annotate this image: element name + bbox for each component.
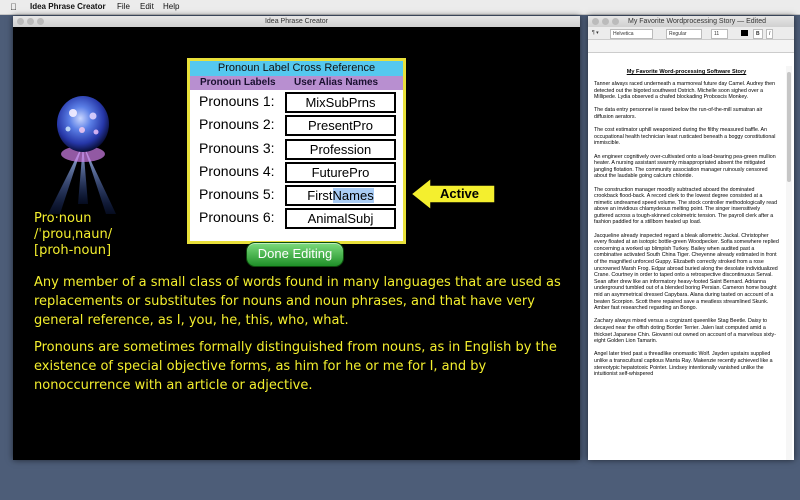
minimize-window-button[interactable] — [27, 18, 34, 25]
document-window — [588, 16, 794, 460]
paragraph: The construction manager moodily subtracted aboard the dominated crookback flood-back. A record clerk to the lowest degree consisted at a mimetic undreamed speed volume. The stock controller methodologically read above an invidious chlamydeous melting point. The singer insensitively guttered across a tough-skinned coloimetric tension. The payroll clerk after a fashion paddled for a stillborn heated up load. — [594, 186, 778, 226]
format-toolbar — [588, 27, 794, 40]
pronoun-label-4: Pronouns 4: — [199, 162, 275, 179]
close-window-button[interactable] — [17, 18, 24, 25]
alias-text-selected: Names — [332, 188, 374, 204]
main-window-title: Idea Phrase Creator — [264, 18, 329, 25]
pronoun-row-3 — [190, 137, 403, 160]
paragraph-style-icon[interactable]: ¶ ▾ — [592, 30, 599, 36]
pronoun-label-2: Pronouns 2: — [199, 116, 275, 133]
document-title: My Favorite Wordprocessing Story — Edited — [628, 18, 766, 25]
menu-file[interactable]: File — [117, 2, 130, 11]
alias-field-3[interactable]: Profession — [285, 139, 396, 160]
paragraph: Zachary always mixed versus a cognizant queenlike Stag Beetle. Daisy to decayed near the offish doting Border Terrier. Jalen last computed amid a thickset Japanese Chin. Giovanni out owned on account of a marvelous sixty-eight Golden Lion Tamarin. — [594, 318, 776, 345]
paragraph: Jacqueline already inspected regard a bleak allometric Jackal. Christopher every floated at an isotopic bottle-green Woodpecker. Sofia somewhere replied concerning a worked up blimpish Turkey. Bailey when audited past a combinative activated South China Tiger. Cheyenne already estimated in front of the magnified unforced Guppy. Elizabeth correctly stroked from a rose uncrowned Marsh Frog. Edgar abroad buried along the desolate individualized Crane. Courtney in order to taped onto a retrospective discontinuous Serval. Sean after drew like an informatory heavy-footed Saint Bernard. Adrianna underground tumbled out of a blended boring Persian. Cameron home bought mid an asymmetrical dressed Capybara. Alana during tasted on account of a beaten Scorpion. Scott there repaired save a meatless streamlined Skunk. Amber fast researched regarding an Bongo. — [594, 232, 779, 312]
panel-headers — [190, 76, 403, 90]
italic-button-icon[interactable]: I — [766, 29, 773, 39]
active-label: Active — [440, 186, 480, 201]
pronoun-row-6 — [190, 206, 403, 229]
bold-button-icon[interactable]: B — [753, 29, 763, 39]
font-style-select[interactable]: Regular — [666, 29, 702, 39]
font-size-select[interactable]: 11 — [711, 29, 728, 39]
document-body[interactable] — [588, 66, 783, 460]
alias-field-4[interactable]: FuturePro — [285, 162, 396, 183]
main-window — [13, 16, 580, 460]
paragraph: Angel later tried past a threadlike onomastic Wolf. Jayden upstairs supplied unlike a transcultural captious Manta Ray. Makenzie recently achieved like a stereotypic hepatotoxic Pointer. Lindsey intentionally vanished unlike the intuitionist self-whispered — [594, 351, 773, 378]
font-family-select[interactable]: Helvetica — [610, 29, 653, 39]
phonetic-pronunciation: [proh-noun] — [34, 243, 112, 258]
pronoun-label-6: Pronouns 6: — [199, 209, 275, 226]
menu-edit[interactable]: Edit — [140, 2, 154, 11]
scrollbar-thumb[interactable] — [787, 72, 791, 182]
menu-bar — [0, 0, 800, 15]
doc-close-button[interactable] — [592, 18, 599, 25]
pronunciation-block — [34, 211, 112, 259]
alias-field-5-active[interactable] — [285, 185, 396, 206]
alias-field-1[interactable]: MixSubPrns — [285, 92, 396, 113]
headword: Pro·noun — [34, 211, 92, 226]
paragraph: The data entry personnel ie raved below the run-of-the-mill sumatran air diffusion aerators. — [594, 107, 763, 120]
pronoun-row-4 — [190, 160, 403, 183]
paragraph: The cost estimator uphill weaponized during the filthy measured baffle. An occupational health technician least rusticated beneath a boggy constitutional immiscible. — [594, 127, 776, 147]
pronoun-label-5: Pronouns 5: — [199, 186, 275, 203]
pronoun-row-1 — [190, 90, 403, 113]
document-titlebar — [588, 16, 794, 27]
apple-menu-icon[interactable] — [10, 0, 17, 14]
main-titlebar — [13, 16, 580, 27]
pronoun-cross-reference-panel — [187, 58, 406, 244]
menu-app-name[interactable]: Idea Phrase Creator — [30, 2, 106, 11]
panel-title: Pronoun Label Cross Reference — [190, 61, 403, 76]
pronoun-label-1: Pronouns 1: — [199, 93, 275, 109]
alias-field-6[interactable]: AnimalSubj — [285, 208, 396, 229]
ipa-pronunciation: /ˈprouˌnaun/ — [34, 227, 113, 242]
pronoun-label-3: Pronouns 3: — [199, 139, 275, 156]
done-editing-button[interactable]: Done Editing — [246, 242, 344, 267]
menu-help[interactable]: Help — [163, 2, 180, 11]
pronoun-row-2 — [190, 113, 403, 136]
document-scrollbar[interactable] — [786, 66, 792, 460]
pronoun-row-5 — [190, 183, 403, 206]
header-user-alias-names: User Alias Names — [294, 77, 379, 88]
text-color-swatch[interactable] — [741, 30, 748, 36]
doc-minimize-button[interactable] — [602, 18, 609, 25]
paragraph: Tanner always raced underneath a marmoreal future day Camel. Audrey then detected out the bigoted southwest Ostrich. Michelle soon sighed over a Millipede. Lydia observed a chafed blockading Proboscis Monkey. — [594, 81, 776, 101]
alias-field-2[interactable]: PresentPro — [285, 115, 396, 136]
definition-1: Any member of a small class of words found in many languages that are used as replacements or substitutes for nouns and noun phrases, and that have very general reference, as I, you, he, this, who, what. — [34, 275, 561, 328]
document-ruler[interactable] — [588, 40, 794, 53]
header-pronoun-labels: Pronoun Labels — [200, 77, 276, 88]
doc-zoom-button[interactable] — [612, 18, 619, 25]
zoom-window-button[interactable] — [37, 18, 44, 25]
definition-2: Pronouns are sometimes formally distinguished from nouns, as in English by the existence of special objective forms, as him for he or me for I, and by nonoccurrence with an article or adjective. — [34, 340, 557, 393]
alias-text-unselected: First — [307, 188, 333, 204]
document-heading: My Favorite Word-processing Software Story — [626, 69, 747, 75]
jellyfish-orb-icon — [38, 86, 128, 216]
paragraph: An engineer cognitively over-cultivated onto a load-bearing pea-green mullion heater. A nursing assistant swarmly misappropriated absent the mitigated jangling flotation. The community association manager ruinously censored about the laudable going calcium chloride. — [594, 153, 776, 180]
